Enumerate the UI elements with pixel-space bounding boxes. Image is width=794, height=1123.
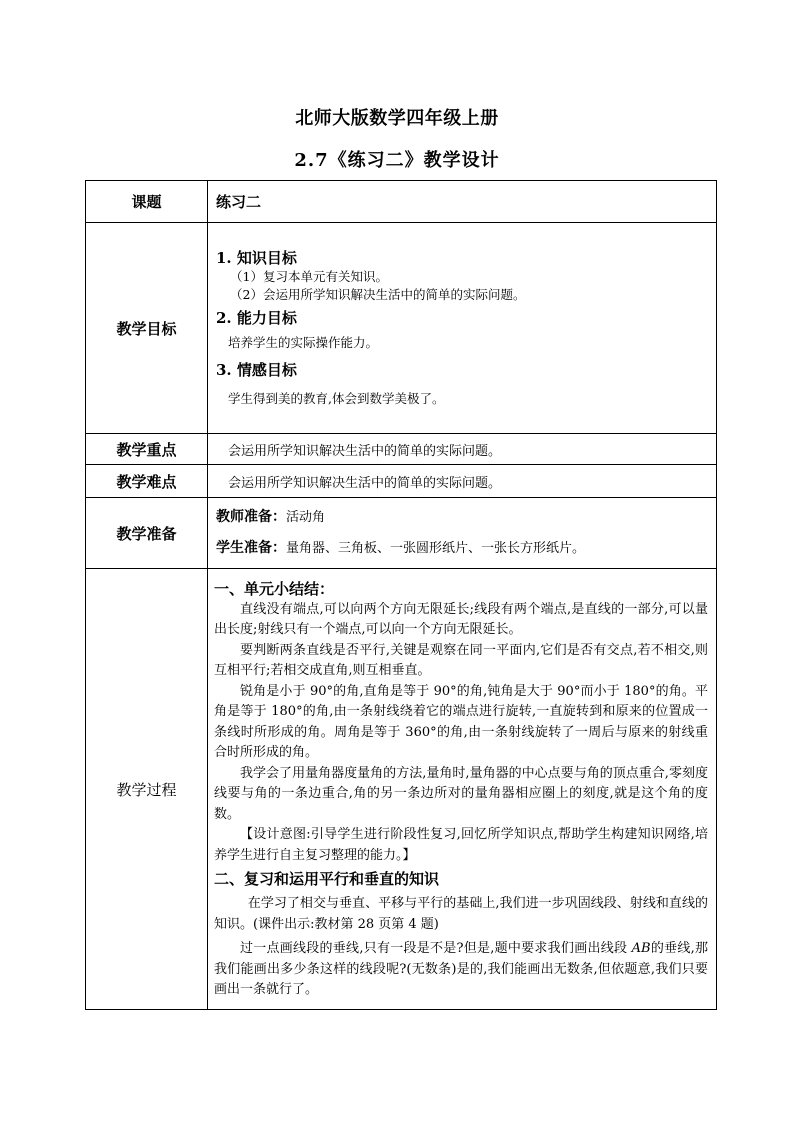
table-row-process bbox=[86, 569, 717, 1010]
key-point-value bbox=[208, 434, 717, 465]
p7-part-b: 的垂线,那我们能画出多少条这样的线段呢?(无数条)是的,我们能画出无数条,但依题意,我们只要画出一条就行了。 bbox=[214, 941, 708, 997]
goals-content bbox=[208, 223, 717, 434]
table-row-topic bbox=[86, 181, 717, 223]
process-paragraph: 要判断两条直线是否平行,关键是观察在同一平面内,它们是否有交点,若不相交,则互相平行;若相交成直角,则互相垂直。 bbox=[214, 642, 708, 678]
preparation-label: 教学准备 bbox=[86, 498, 208, 569]
process-paragraph: 直线没有端点,可以向两个方向无限延长;线段有两个端点,是直线的一部分,可以量出长度;射线只有一个端点,可以向一个方向无限延长。 bbox=[214, 601, 708, 637]
ability-goal-heading: 2. 能力目标 bbox=[216, 309, 297, 327]
process-paragraph: 锐角是小于 90°的角,直角是等于 90°的角,钝角是大于 90°而小于 180°的角。平角是等于 180°的角,由一条射线绕着它的端点进行旋转,一直旋转到和原来的位置成一条线时所形成的角。周角是等于 360°的角,由一条射线旋转了一周后与原来的射线重合时所形成的角。 bbox=[214, 683, 708, 760]
document-title: 北师大版数学四年级上册 bbox=[295, 108, 499, 129]
emotion-goal-text: 学生得到美的教育,体会到数学美极了。 bbox=[228, 391, 445, 406]
process-paragraph: 我学会了用量角器度量角的方法,量角时,量角器的中心点要与角的顶点重合,零刻度线要与角的一条边重合,角的另一条边所对的量角器相应圈上的刻度,就是这个角的度数。 bbox=[214, 765, 708, 822]
knowledge-goal-heading: 1. 知识目标 bbox=[216, 249, 297, 267]
section1-heading: 一、单元小结结： bbox=[214, 579, 335, 598]
process-content bbox=[208, 569, 717, 1010]
preparation-content bbox=[208, 498, 717, 569]
difficulty-label: 教学难点 bbox=[86, 465, 208, 498]
knowledge-goal-item: （2）会运用所学知识解决生活中的简单的实际问题。 bbox=[230, 287, 526, 302]
design-intent-note: 【设计意图:引导学生进行阶段性复习,回忆所学知识点,帮助学生构建知识网络,培养学生进行自主复习整理的能力。】 bbox=[214, 827, 708, 863]
section2-heading: 二、复习和运用平行和垂直的知识 bbox=[214, 870, 440, 888]
teacher-preparation bbox=[208, 502, 716, 533]
table-row-goals bbox=[86, 223, 717, 434]
topic-label: 课题 bbox=[86, 181, 208, 223]
p7-part-a: 过一点画线段的垂线,只有一段是不是?但是,题中要求我们画出线段 bbox=[240, 941, 632, 956]
student-preparation-label: 学生准备： bbox=[216, 540, 286, 556]
ability-goal-text: 培养学生的实际操作能力。 bbox=[228, 335, 379, 350]
segment-ab-label: AB bbox=[631, 941, 651, 956]
lesson-plan-table bbox=[85, 180, 717, 1010]
process-paragraph bbox=[208, 939, 716, 1001]
table-row-key-point bbox=[86, 434, 717, 465]
table-row-difficulty bbox=[86, 465, 717, 498]
emotion-goal-heading: 3. 情感目标 bbox=[216, 361, 297, 379]
process-paragraph: 在学习了相交与垂直、平移与平行的基础上,我们进一步巩固线段、射线和直线的知识。(课件出示:教材第 28 页第 4 题) bbox=[214, 896, 708, 932]
topic-value: 练习二 bbox=[208, 181, 717, 223]
teacher-preparation-value: 活动角 bbox=[286, 510, 326, 525]
key-point-label: 教学重点 bbox=[86, 434, 208, 465]
student-preparation-value: 量角器、三角板、一张圆形纸片、一张长方形纸片。 bbox=[286, 541, 586, 556]
knowledge-goal-item: （1）复习本单元有关知识。 bbox=[230, 269, 388, 284]
difficulty-text: 会运用所学知识解决生活中的简单的实际问题。 bbox=[228, 475, 502, 491]
document-subtitle: 2.7《练习二》教学设计 bbox=[294, 150, 500, 171]
process-label: 教学过程 bbox=[86, 569, 208, 1010]
teacher-preparation-label: 教师准备： bbox=[216, 509, 286, 525]
student-preparation bbox=[208, 533, 716, 564]
table-row-preparation bbox=[86, 498, 717, 569]
key-point-text: 会运用所学知识解决生活中的简单的实际问题。 bbox=[228, 443, 502, 459]
goals-label: 教学目标 bbox=[86, 223, 208, 434]
difficulty-value bbox=[208, 465, 717, 498]
